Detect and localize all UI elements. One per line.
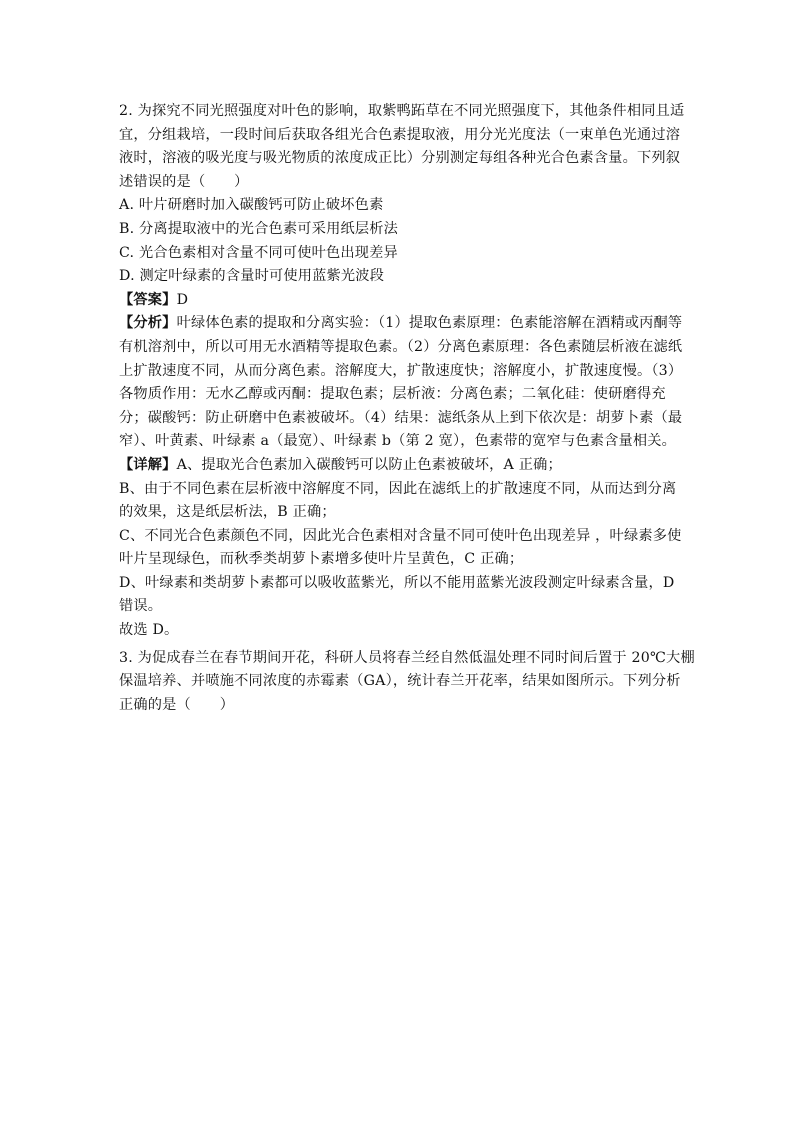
- option-a: A. 叶片研磨时加入碳酸钙可防止破坏色素: [119, 197, 384, 214]
- answer-value: D: [176, 291, 189, 308]
- question-2-stem-line: 述错误的是（ ）: [119, 173, 249, 190]
- question-3-stem-line: 正确的是（ ）: [119, 696, 235, 713]
- analysis-line: 有机溶剂中，所以可用无水酒精等提取色素。（2）分离色素原理：各色素随层析液在滤纸: [119, 338, 683, 355]
- analysis-line: 窄）、叶黄素、叶绿素 a（最宽）、叶绿素 b（第 2 宽），色素带的宽窄与色素含量相关。: [119, 433, 677, 450]
- analysis-line: 上扩散速度不同，从而分离色素。溶解度大，扩散速度快；溶解度小，扩散速度慢。（3）: [119, 362, 683, 379]
- question-3: [119, 647, 695, 718]
- question-2-stem-line: 液时，溶液的吸光度与吸光物质的浓度成正比）分别测定每组各种光合色素含量。下列叙: [119, 150, 681, 167]
- detail-line: B、由于不同色素在层析液中溶解度不同，因此在滤纸上的扩散速度不同，从而达到分离: [119, 480, 677, 497]
- option-c: C. 光合色素相对含量不同可使叶色出现差异: [119, 244, 398, 261]
- detail-line: 叶片呈现绿色，而秋季类胡萝卜素增多使叶片呈黄色，C 正确；: [119, 551, 524, 568]
- conclusion-line: 故选 D。: [119, 622, 179, 639]
- question-2-stem-line: 2. 为探究不同光照强度对叶色的影响，取紫鸭跖草在不同光照强度下，其他条件相同且适: [119, 103, 685, 119]
- question-2: [119, 100, 685, 643]
- answer-line: [119, 289, 679, 313]
- analysis-text: 叶绿体色素的提取和分离实验：（1）提取色素原理：色素能溶解在酒精或丙酮等: [176, 315, 683, 332]
- detail-label: 【详解】: [119, 456, 177, 473]
- question-3-stem-line: 3. 为促成春兰在春节期间开花，科研人员将春兰经自然低温处理不同时间后置于 20℃大棚: [119, 649, 695, 666]
- analysis-line: 分；碳酸钙：防止研磨中色素被破坏。（4）结果：滤纸条从上到下依次是：胡萝卜素（最: [119, 409, 683, 426]
- detail-line: [119, 454, 679, 478]
- detail-text: A、提取光合色素加入碳酸钙可以防止色素被破坏，A 正确；: [176, 456, 562, 473]
- option-d: D. 测定叶绿素的含量时可使用蓝紫光波段: [119, 268, 385, 285]
- analysis-label: 【分析】: [119, 315, 177, 332]
- detail-line: C、不同光合色素颜色不同，因此光合色素相对含量不同可使叶色出现差异 ，叶绿素多使: [119, 527, 682, 544]
- document-page: [119, 100, 695, 717]
- analysis-line: 各物质作用：无水乙醇或丙酮：提取色素；层析液：分离色素；二氧化硅：使研磨得充: [119, 386, 666, 403]
- detail-line: D、叶绿素和类胡萝卜素都可以吸收蓝紫光，所以不能用蓝紫光波段测定叶绿素含量，D: [119, 574, 675, 591]
- option-b: B. 分离提取液中的光合色素可采用纸层析法: [119, 220, 399, 237]
- detail-line: 错误。: [119, 598, 163, 615]
- analysis-line: [119, 312, 683, 336]
- answer-label: 【答案】: [119, 291, 177, 308]
- question-3-stem-line: 保温培养、并喷施不同浓度的赤霉素（GA），统计春兰开花率，结果如图所示。下列分析: [119, 673, 681, 690]
- detail-line: 的效果，这是纸层析法，B 正确；: [119, 504, 336, 521]
- question-2-stem-line: 宜，分组栽培，一段时间后获取各组光合色素提取液，用分光光度法（一束单色光通过溶: [119, 126, 681, 143]
